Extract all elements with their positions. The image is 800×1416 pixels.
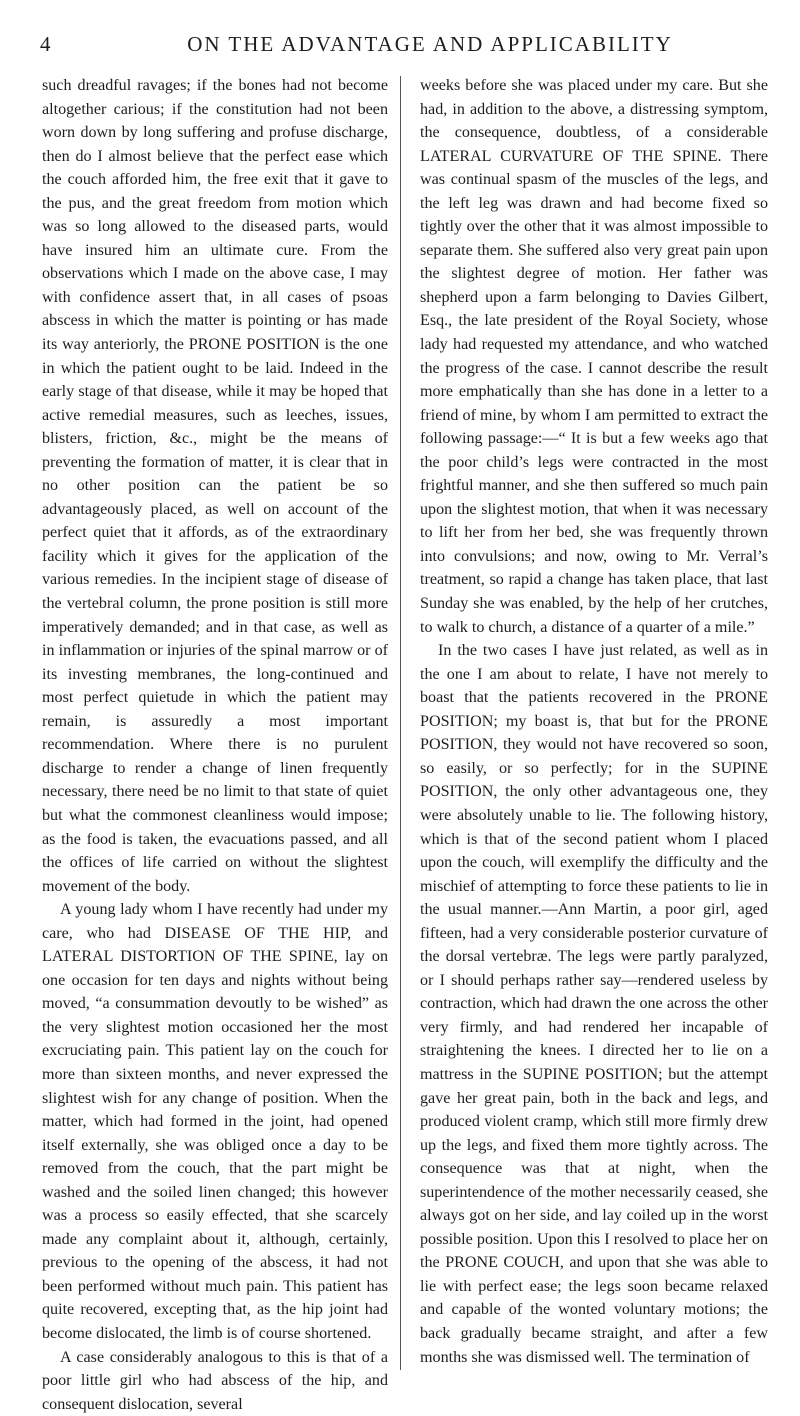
paragraph: A case considerably analogous to this is that of a poor little girl who had abscess of the hip, and consequent dislocation, several xyxy=(42,1348,388,1413)
running-title: ON THE ADVANTAGE AND APPLICABILITY xyxy=(187,32,673,56)
column-divider xyxy=(400,76,401,1370)
paragraph: such dreadful ravages; if the bones had not become altogether carious; if the constitution had not been worn down by long suffering and profuse discharge, then do I almost believe that the perfect ease which the couch afforded him, the free exit that it gave to the pus, and the great freedom from motion which was so long allowed to the diseased parts, would have insured him an ultimate cure. From the observations which I made on the above case, I may with confidence assert that, in all cases of psoas abscess in which the matter is pointing or has made its way anteriorly, the PRONE POSITION is the one in which the patient ought to be laid. Indeed in the early stage of that disease, while it may be hoped that active remedial measures, such as leeches, issues, blisters, friction, &c., might be the means of preventing the formation of matter, it is clear that in no other position can the patient be so advantageously placed, as well on account of the perfect quiet that it affords, as of the extraordinary facility which it gives for the application of the various remedies. In the incipient stage of disease of the vertebral column, the prone position is still more imperatively demanded; and in that case, as well as in inflammation or injuries of the spinal marrow or of its investing membranes, the long-continued and most perfect quietude in which the patient may remain, is assuredly a most important recommendation. Where there is no purulent discharge to render a change of linen frequently necessary, there need be no limit to that state of quiet but what the commonest cleanliness would impose; as the food is taken, the evacuations passed, and all the offices of life carried on without the slightest movement of the body. xyxy=(42,77,388,895)
right-column xyxy=(420,74,768,1369)
paragraph: weeks before she was placed under my care. But she had, in addition to the above, a distressing symptom, the consequence, doubtless, of a considerable LATERAL CURVATURE OF THE SPINE. There was continual spasm of the muscles of the legs, and the left leg was drawn and had become fixed so tightly over the other that it was almost impossible to separate them. She suffered also very great pain upon the slightest degree of motion. Her father was shepherd upon a farm belonging to Davies Gilbert, Esq., the late president of the Royal Society, whose lady had requested my attendance, and who watched the progress of the case. I cannot describe the result more emphatically than she has done in a letter to a friend of mine, by whom I am permitted to extract the following passage:—“ It is but a few weeks ago that the poor child’s legs were contracted in the most frightful manner, and she then suffered so much pain upon the slightest motion, that when it was necessary to lift her from her bed, she was frequently thrown into convulsions; and now, owing to Mr. Verral’s treatment, so rapid a change has taken place, that last Sunday she was enabled, by the help of her crutches, to walk to church, a distance of a quarter of a mile.” xyxy=(420,77,768,636)
paragraph: In the two cases I have just related, as well as in the one I am about to relate, I have not merely to boast that the patients recovered in the PRONE POSITION; my boast is, that but for the PRONE POSITION, they would not have recovered so soon, so easily, or so perfectly; for in the SUPINE POSITION, the only other advantageous one, they were absolutely unable to lie. The following history, which is that of the second patient whom I placed upon the couch, will exemplify the difficulty and the mischief of attempting to force these patients to lie in the usual manner.—Ann Martin, a poor girl, aged fifteen, had a very considerable posterior curvature of the dorsal vertebræ. The legs were partly paralyzed, or I should perhaps rather say—rendered useless by contraction, which had drawn the one across the other very firmly, and had rendered her incapable of straightening the knees. I directed her to lie on a mattress in the SUPINE POSITION; but the attempt gave her great pain, both in the back and legs, and produced violent cramp, which still more firmly drew up the legs, and fixed them more tightly across. The consequence was that at night, when the superintendence of the mother necessarily ceased, she always got on her side, and lay coiled up in the worst possible position. Upon this I resolved to place her on the PRONE COUCH, and upon that she was able to lie with perfect ease; the legs soon became relaxed and capable of the wonted voluntary motions; the back gradually became straight, and after a few months she was dismissed well. The termination of xyxy=(420,642,768,1366)
left-column xyxy=(42,74,388,1416)
running-header xyxy=(0,30,800,60)
page-number: 4 xyxy=(40,32,51,56)
paragraph: A young lady whom I have recently had under my care, who had DISEASE OF THE HIP, and LATERAL DISTORTION OF THE SPINE, lay on one occasion for ten days and nights without being moved, “a consummation devoutly to be wished” as the very slightest motion occasioned her the most excruciating pain. This patient lay on the couch for more than sixteen months, and never expressed the slightest wish for any change of position. When the matter, which had formed in the joint, had opened itself externally, she was obliged once a day to be removed from the couch, that the part might be washed and the soiled linen changed; this however was a process so easily effected, that she scarcely made any complaint about it, although, certainly, previous to the opening of the abscess, it had not been performed without much pain. This patient has quite recovered, excepting that, as the hip joint had become dislocated, the limb is of course shortened. xyxy=(42,901,388,1342)
